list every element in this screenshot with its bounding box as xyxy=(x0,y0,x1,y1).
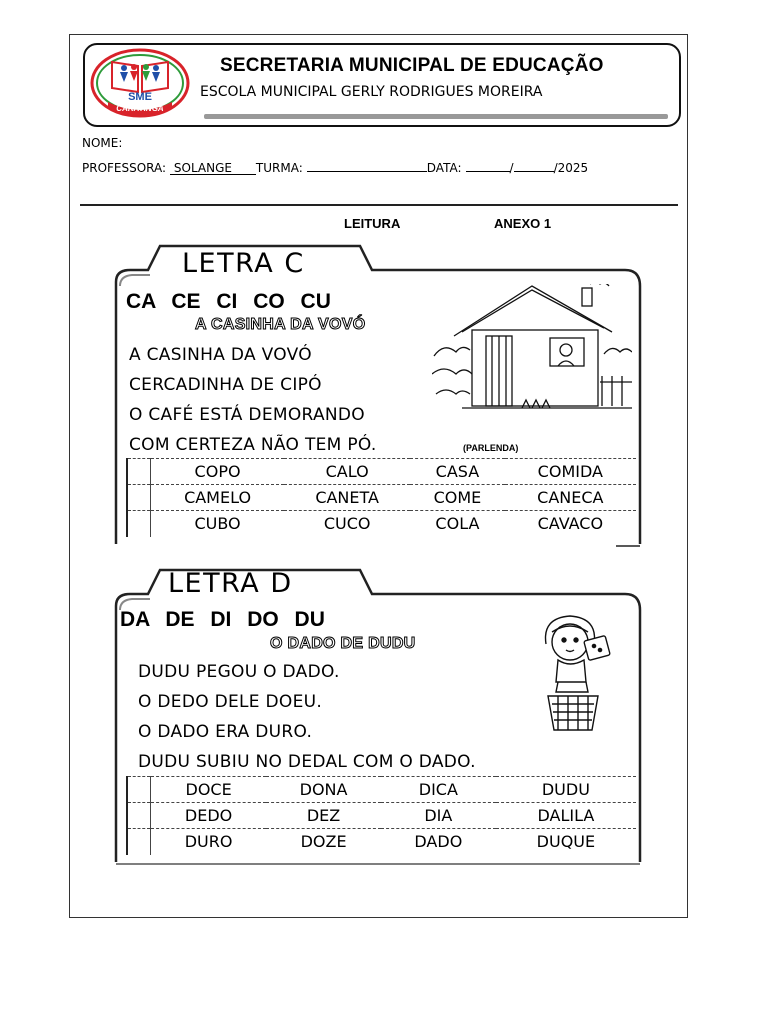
word-cell: DICA xyxy=(418,780,458,799)
word-cell: CUBO xyxy=(194,514,241,534)
word-cell: CASA xyxy=(435,462,480,481)
word-cell: CANETA xyxy=(315,488,379,507)
separator-line xyxy=(80,204,678,206)
word-cell: DIA xyxy=(424,806,453,825)
word-cell: DADO xyxy=(414,832,463,852)
word-cell: CANECA xyxy=(537,488,604,507)
section-d-verse-4: DUDU SUBIU NO DEDAL COM O DADO. xyxy=(138,752,476,772)
word-cell: DOCE xyxy=(185,780,232,799)
section-d-verse-3: O DADO ERA DURO. xyxy=(138,722,313,742)
logo-text-caratinga: CARATINGA xyxy=(116,104,164,113)
section-d-poem-title: O DADO DE DUDU xyxy=(270,635,416,652)
section-c-verse-4: COM CERTEZA NÃO TEM PÓ. xyxy=(129,435,377,455)
sme-logo xyxy=(90,48,190,118)
word-cell: COME xyxy=(433,488,482,507)
word-cell: COMIDA xyxy=(537,462,603,481)
teacher-field[interactable] xyxy=(170,161,256,175)
date-day-field[interactable] xyxy=(466,158,510,172)
logo-text-sme: SME xyxy=(128,91,152,103)
section-d-syllables: DA DE DI DO DU xyxy=(120,608,325,631)
name-label: NOME: xyxy=(82,136,123,150)
section-d-verse-2: O DEDO DELE DOEU. xyxy=(138,692,323,712)
word-cell: COPO xyxy=(194,462,241,481)
word-cell: DOZE xyxy=(300,832,347,852)
section-c-word-table xyxy=(126,458,636,537)
header-underline xyxy=(204,114,668,119)
word-cell: DEZ xyxy=(306,806,341,825)
table-row xyxy=(127,511,636,537)
word-cell: DUQUE xyxy=(536,832,596,852)
section-c-verse-2: CERCADINHA DE CIPÓ xyxy=(129,375,322,395)
word-cell: COLA xyxy=(435,514,480,534)
annex-label: ANEXO 1 xyxy=(494,216,552,231)
form-line xyxy=(82,158,588,175)
date-label: DATA: xyxy=(426,161,462,175)
header-title: SECRETARIA MUNICIPAL DE EDUCAÇÃO xyxy=(220,55,604,76)
reading-label: LEITURA xyxy=(344,216,401,231)
table-row xyxy=(127,777,636,803)
table-row xyxy=(127,829,636,855)
table-row xyxy=(127,485,636,511)
class-field[interactable] xyxy=(307,158,427,172)
word-cell: DONA xyxy=(299,780,348,799)
date-month-field[interactable] xyxy=(514,158,554,172)
section-c-poem-title: A CASINHA DA VOVÓ xyxy=(195,316,366,333)
section-c-verse-1: A CASINHA DA VOVÓ xyxy=(129,345,312,365)
school-name: ESCOLA MUNICIPAL GERLY RODRIGUES MOREIRA xyxy=(200,84,543,100)
date-year: /2025 xyxy=(553,161,589,175)
house-illustration xyxy=(432,284,632,412)
word-cell: CAVACO xyxy=(537,514,604,534)
date-sep: / xyxy=(509,161,514,175)
table-row xyxy=(127,803,636,829)
section-c-title: LETRA C xyxy=(182,248,305,279)
word-cell: DALILA xyxy=(537,806,595,825)
section-d-title: LETRA D xyxy=(168,568,293,599)
table-row xyxy=(127,459,636,485)
section-d-word-table xyxy=(126,776,636,855)
teacher-value: SOLANGE xyxy=(173,161,232,175)
word-cell: CAMELO xyxy=(184,488,252,507)
section-d-verse-1: DUDU PEGOU O DADO. xyxy=(138,662,340,682)
word-cell: DURO xyxy=(184,832,233,852)
child-with-dice-illustration xyxy=(528,610,618,734)
word-cell: CUCO xyxy=(323,514,371,534)
section-c-syllables: CA CE CI CO CU xyxy=(126,290,331,313)
word-cell: DUDU xyxy=(541,780,590,799)
word-cell: CALO xyxy=(325,462,369,481)
teacher-label: PROFESSORA: xyxy=(82,161,167,175)
parlenda-note: (PARLENDA) xyxy=(463,443,519,453)
word-cell: DEDO xyxy=(184,806,233,825)
class-label: TURMA: xyxy=(255,161,303,175)
section-c-verse-3: O CAFÉ ESTÁ DEMORANDO xyxy=(129,405,365,425)
